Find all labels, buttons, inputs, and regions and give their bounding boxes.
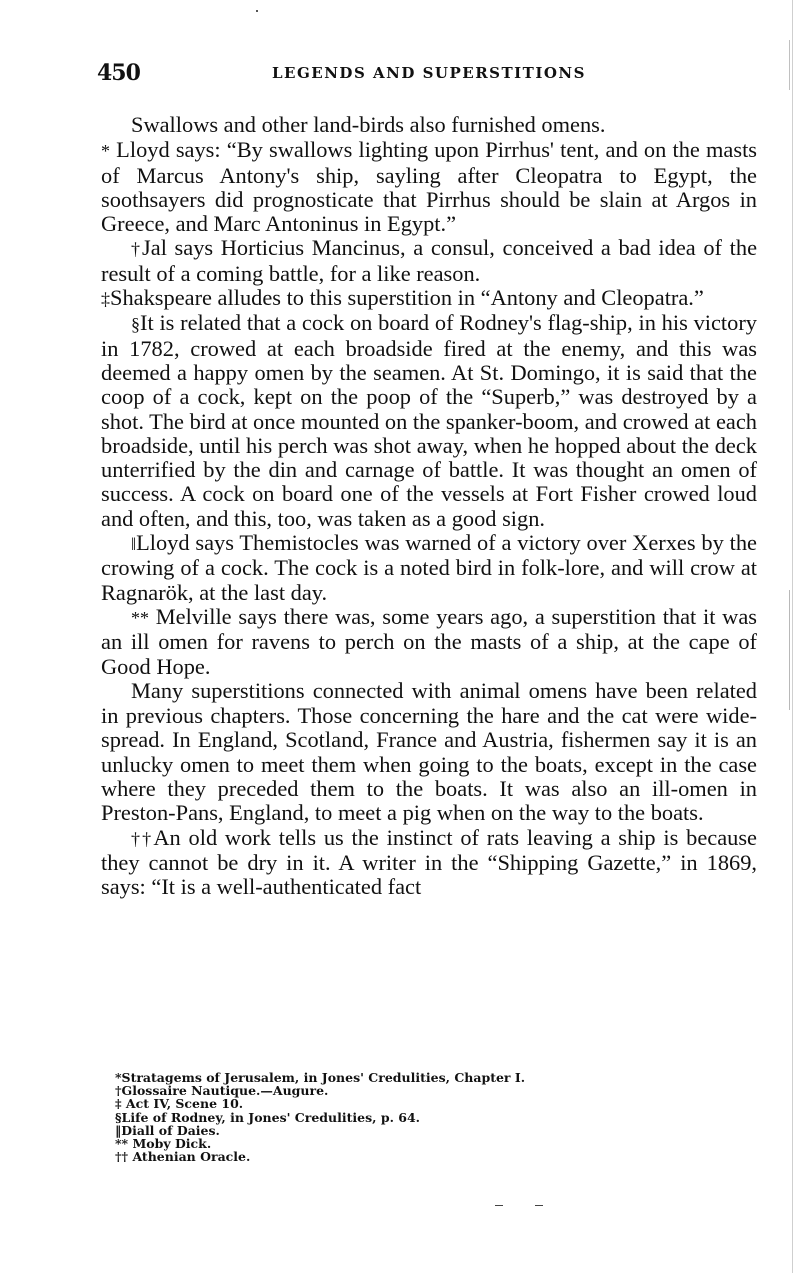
paragraph (101, 236, 757, 286)
running-head: LEGENDS AND SUPERSTITIONS (272, 64, 586, 82)
paragraph (101, 679, 757, 826)
paragraph (101, 113, 757, 138)
paragraph-text: Swallows and other land-birds also furnished omens. (131, 112, 606, 137)
footnote-text: Stratagems of Jerusalem, in Jones' Credulities, Chapter I. (121, 1070, 526, 1085)
scan-dash (535, 1205, 543, 1206)
paragraph-text: Melville says there was, some years ago, a superstition that it was an ill omen for ravens to perch on the masts of a ship, at the cape of Good Hope. (101, 603, 757, 679)
scan-speck (256, 10, 258, 12)
footnote-text: Moby Dick. (132, 1136, 212, 1152)
footnote-mark: ** (131, 607, 149, 628)
scan-dash (495, 1205, 503, 1206)
footnotes (115, 1071, 675, 1163)
page-number: 450 (97, 60, 140, 86)
footnote-mark: † (131, 239, 143, 260)
footnote-text: Diall of Daies. (121, 1122, 220, 1138)
footnote-mark: § (131, 314, 140, 335)
footnote (115, 1150, 675, 1163)
footnote-mark: ‖ (115, 1122, 122, 1138)
page-edge-mark (789, 590, 790, 710)
paragraph-text: Many superstitions connected with animal omens have been related in previous chapters. Those concerning the hare and the cat were wide-spread. In England, Scotland, France and Austria, fishermen say it is an unlucky omen to meet them when going to the boats, except in the case where they preceded them to the boats. It was also an ill-omen in Preston-Pans, England, to meet a pig when on the way to the boats. (101, 677, 757, 826)
paragraph-text: An old work tells us the instinct of rats leaving a ship is because they cannot be dry in it. A writer in the “Shipping Gazette,” in 1869, says: “It is a well-authenticated fact (101, 824, 757, 900)
footnote-mark: ‖ (131, 534, 137, 555)
footnote-text: Athenian Oracle. (132, 1149, 251, 1165)
paragraph (101, 605, 757, 679)
paragraph (101, 826, 757, 900)
footnote-text: Life of Rodney, in Jones' Credulities, p. 64. (121, 1109, 421, 1125)
footnote-mark: ‡ (115, 1096, 122, 1112)
paragraph (101, 311, 757, 531)
page-edge-mark (789, 40, 790, 90)
paragraph-text: Lloyd says Themistocles was warned of a victory over Xerxes by the crowing of a cock. The cock is a noted bird in folk-lore, and will crow at Ragnarök, at the last day. (101, 530, 757, 605)
footnote-mark: † (115, 1083, 122, 1099)
footnote-mark: * (115, 1070, 122, 1085)
paragraph-text: Jal says Horticius Mancinus, a consul, conceived a bad idea of the result of a coming battle, for a like reason. (101, 235, 758, 286)
paragraph (101, 531, 757, 605)
paragraph-text: Shakspeare alludes to this superstition in “Antony and Cleopatra.” (110, 285, 704, 311)
page-header (97, 60, 757, 88)
paragraph-text: It is related that a cock on board of Rodney's flag-ship, in his victory in 1782, crowed at each broadside fired at the enemy, and this was deemed a happy omen by the seamen. At St. Domingo, it is said that the coop of a cock, kept on the poop of the “Superb,” was destroyed by a shot. The bird at once mounted on the spanker-boom, and crowed at each broadside, until his perch was shot away, when he hopped about the deck unterrified by the din and carnage of battle. It was thought an omen of success. A cock on board one of the vessels at Fort Fisher crowed loud and often, and this, too, was taken as a good sign. (101, 310, 757, 531)
footnote-mark: ‡ (101, 289, 110, 310)
paragraph (101, 286, 757, 311)
footnote-text: Act IV, Scene 10. (125, 1096, 244, 1112)
footnote-mark: § (115, 1109, 122, 1125)
page-edge (792, 0, 793, 1273)
footnote-mark: †† (131, 828, 154, 849)
footnote-mark: ** (115, 1136, 129, 1152)
footnote-text: Glossaire Nautique.—Augure. (121, 1083, 329, 1099)
paragraph-text: Lloyd says: “By swallows lighting upon Pirrhus' tent, and on the masts of Marcus Antony's ship, sayling after Cleopatra to Egypt, the soothsayers did prognosticate that Pirrhus should be slain at Argos in Greece, and Marc Antoninus in Egypt.” (101, 137, 757, 237)
footnote-mark: * (101, 141, 110, 162)
body-text (101, 113, 757, 900)
footnote-mark: †† (115, 1149, 129, 1165)
paragraph (101, 138, 757, 236)
